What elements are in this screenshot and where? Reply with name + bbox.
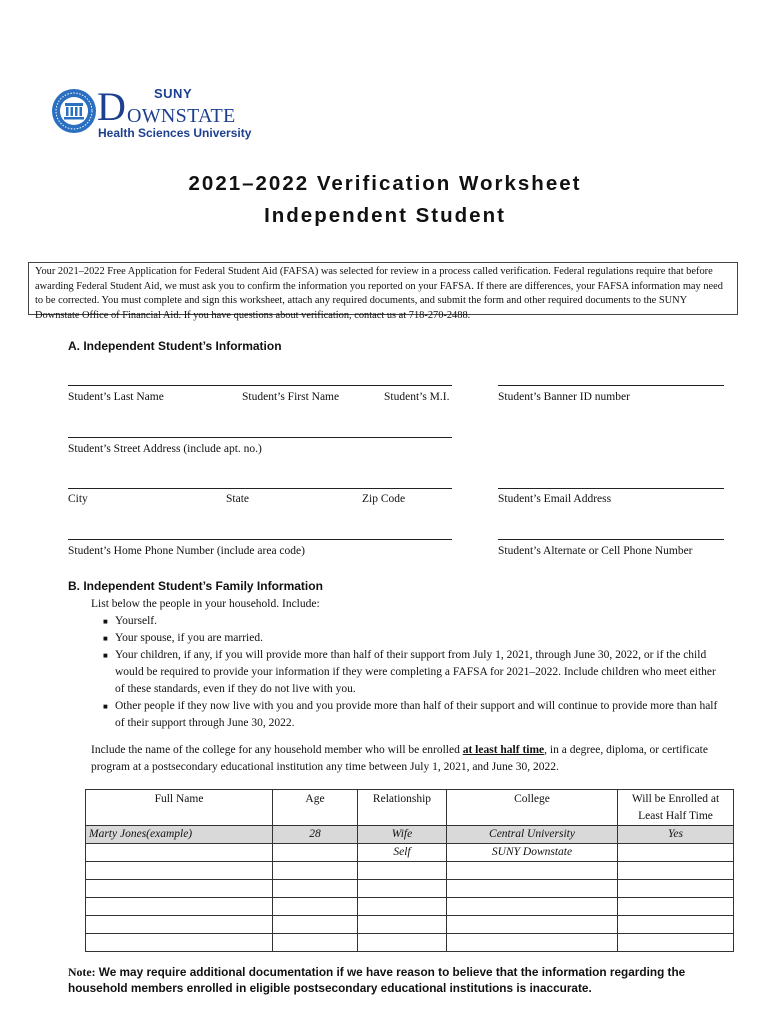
table-cell[interactable]	[447, 934, 618, 952]
street-input-line[interactable]	[68, 437, 452, 438]
example-college-cell: Central University	[447, 826, 618, 844]
table-cell[interactable]	[358, 880, 447, 898]
header-half-time: Will be Enrolled at Least Half Time	[618, 790, 734, 826]
household-table	[85, 789, 734, 952]
list-item: ■ Yourself.	[103, 613, 728, 630]
table-cell[interactable]	[618, 862, 734, 880]
half-time-emphasis: at least half time	[462, 744, 545, 756]
header-age: Age	[273, 790, 358, 826]
logo-subtitle: Health Sciences University	[98, 126, 252, 140]
bullet-icon: ■	[103, 617, 108, 626]
header-full-name: Full Name	[86, 790, 273, 826]
list-item: ■ Your children, if any, if you will provide more than half of their support from July 1, 2021, through June 30, 2022, or if the child would be required to provide your information if they were completing a FAFSA for 2021–2022. Include children who meet either of these standards, even if they do not live with you.	[103, 649, 716, 695]
table-cell[interactable]	[358, 862, 447, 880]
documentation-note	[68, 964, 748, 996]
table-header-row	[86, 790, 734, 826]
street-label: Student’s Street Address (include apt. no.)	[68, 443, 262, 455]
table-cell[interactable]	[86, 880, 273, 898]
logo-ownstate: OWNSTATE	[127, 105, 236, 127]
email-input-line[interactable]	[498, 488, 724, 489]
self-college-cell: SUNY Downstate	[447, 844, 618, 862]
table-cell[interactable]	[273, 898, 358, 916]
logo-suny: SUNY	[154, 86, 193, 101]
zip-label: Zip Code	[362, 493, 406, 505]
table-cell[interactable]	[273, 862, 358, 880]
last-name-label: Student’s Last Name	[68, 391, 164, 403]
bullet-icon: ■	[103, 634, 108, 643]
header-relationship: Relationship	[358, 790, 447, 826]
banner-id-input-line[interactable]	[498, 385, 724, 386]
section-a-heading: A. Independent Student’s Information	[68, 339, 282, 353]
page-title: 2021–2022 Verification Worksheet	[188, 172, 582, 195]
table-row[interactable]	[86, 934, 734, 952]
table-cell[interactable]	[618, 898, 734, 916]
table-row	[86, 826, 734, 844]
first-name-label: Student’s First Name	[242, 391, 340, 403]
table-cell[interactable]	[447, 916, 618, 934]
table-cell[interactable]	[86, 898, 273, 916]
page-subtitle: Independent Student	[264, 204, 506, 227]
table-cell[interactable]	[273, 934, 358, 952]
table-cell[interactable]	[86, 844, 273, 862]
banner-id-label: Student’s Banner ID number	[498, 391, 630, 403]
household-bullet-list	[103, 613, 728, 732]
table-row[interactable]	[86, 844, 734, 862]
table-cell[interactable]	[618, 916, 734, 934]
example-name-cell: Marty Jones(example)	[86, 826, 273, 844]
table-cell[interactable]	[86, 934, 273, 952]
table-cell[interactable]	[618, 844, 734, 862]
note-text: We may require additional documentation if we have reason to believe that the information regarding the household members enrolled in eligible postsecondary educational institutions is inaccurate.	[68, 965, 686, 995]
table-row[interactable]	[86, 898, 734, 916]
bullet-icon: ■	[103, 651, 108, 660]
table-cell[interactable]	[273, 844, 358, 862]
state-label: State	[226, 493, 249, 505]
list-item: ■ Your spouse, if you are married.	[103, 630, 728, 647]
table-cell[interactable]	[273, 916, 358, 934]
table-cell[interactable]	[447, 862, 618, 880]
section-b-heading: B. Independent Student’s Family Information	[68, 579, 323, 593]
example-half-time-cell: Yes	[618, 826, 734, 844]
section-b-intro: List below the people in your household. Include:	[91, 598, 320, 610]
table-cell[interactable]	[447, 898, 618, 916]
table-row[interactable]	[86, 916, 734, 934]
note-label: Note:	[68, 965, 96, 979]
home-phone-input-line[interactable]	[68, 539, 452, 540]
table-cell[interactable]	[358, 934, 447, 952]
table-cell[interactable]	[273, 880, 358, 898]
email-label: Student’s Email Address	[498, 493, 612, 505]
home-phone-label: Student’s Home Phone Number (include area code)	[68, 545, 305, 557]
table-row[interactable]	[86, 880, 734, 898]
bullet-icon: ■	[103, 702, 108, 711]
table-cell[interactable]	[358, 898, 447, 916]
university-logo	[51, 84, 252, 140]
mi-label: Student’s M.I.	[384, 391, 450, 403]
logo-big-d: D	[97, 84, 126, 129]
table-cell[interactable]	[618, 934, 734, 952]
example-age-cell: 28	[273, 826, 358, 844]
alt-phone-label: Student’s Alternate or Cell Phone Number	[498, 545, 693, 557]
intro-text: Your 2021–2022 Free Application for Federal Student Aid (FAFSA) was selected for review in a process called verification. Federal regulations require that before awarding Federal Student Aid, we must ask you to confirm the information you reported on your FAFSA. If there are differences, your FAFSA information may need to be corrected. You must complete and sign this worksheet, attach any required documents, and submit the form and other required documents to the SUNY Downstate Office of Financial Aid. If you have questions about verification, contact us at 718-270-2488.	[28, 262, 738, 315]
city-label: City	[68, 493, 88, 505]
table-row[interactable]	[86, 862, 734, 880]
self-relationship-cell: Self	[358, 844, 447, 862]
table-cell[interactable]	[618, 880, 734, 898]
city-state-zip-input-line[interactable]	[68, 488, 452, 489]
table-cell[interactable]	[86, 862, 273, 880]
name-input-line[interactable]	[68, 385, 452, 386]
alt-phone-input-line[interactable]	[498, 539, 724, 540]
header-college: College	[447, 790, 618, 826]
university-seal-icon	[51, 88, 97, 134]
table-cell[interactable]	[86, 916, 273, 934]
table-cell[interactable]	[358, 916, 447, 934]
college-note: Include the name of the college for any household member who will be enrolled at least half time, in a degree, diploma, or certificate program at a postsecondary educational institution any time between July 1, 2021, and June 30, 2022.	[91, 744, 708, 773]
table-cell[interactable]	[447, 880, 618, 898]
list-item: ■ Other people if they now live with you and you provide more than half of their support and will continue to provide more than half of their support through June 30, 2022.	[103, 700, 718, 729]
example-relationship-cell: Wife	[358, 826, 447, 844]
